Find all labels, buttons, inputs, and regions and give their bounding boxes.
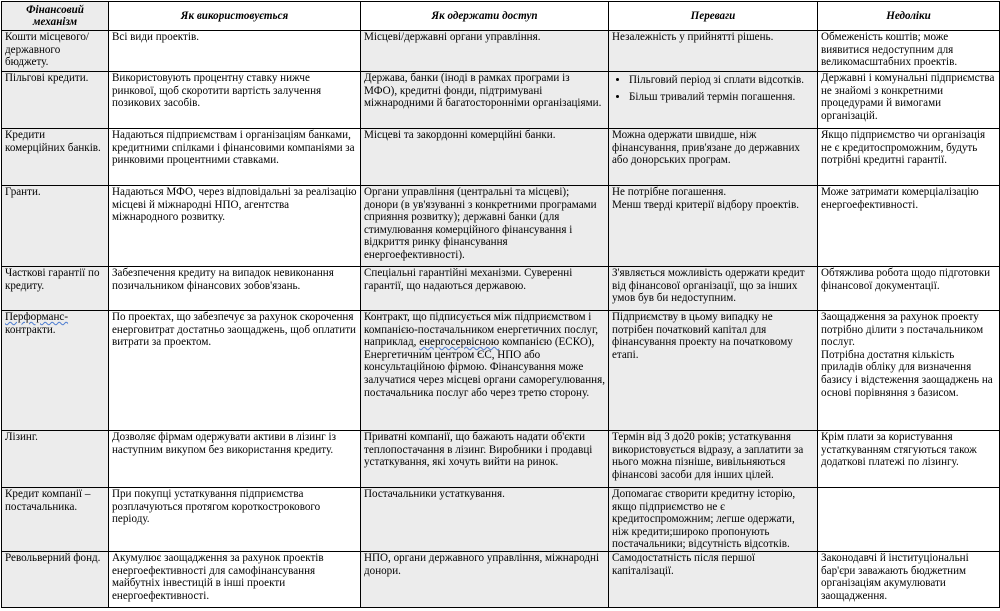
cell-disadvantages: Державні і комунальні підприємства не знайомі з конкретними процедурами й вимогами організацій. [818,72,1000,129]
cell-access: Органи управління (центральні та місцеві); донори (в ув'язуванні з конкретними програмами сприяння розвитку); державні банки (для стимулювання комерційного фінансування і відкриття ринку фінансування енергоефективності). [361,186,609,267]
list-item: • Пільговий період зі сплати відсотків. [629,74,814,87]
cell-mechanism [2,311,109,431]
header-access: Як одержати доступ [361,2,609,31]
advantages-bullet-list [612,74,814,103]
header-mechanism: Фінансовий механізм [2,2,109,31]
cell-mechanism: Кредит компанії – постачальника. [2,488,109,552]
table-row [2,311,1000,431]
cell-advantages [609,72,818,129]
cell-disadvantages [818,311,1000,431]
cell-use: Використовують процентну ставку нижче ринкової, щоб скоротити вартість залучення позикових засобів. [109,72,361,129]
cell-use: Надаються МФО, через відповідальні за реалізацію місцеві й міжнародні НПО, агентства міжнародного розвитку. [109,186,361,267]
cell-advantages: Можна одержати швидше, ніж фінансування, прив'язане до державних або донорських програм. [609,129,818,186]
table-row [2,31,1000,72]
cell-mechanism: Часткові гарантії по кредиту. [2,267,109,311]
cell-access: Приватні компанії, що бажають надати об'єкти теплопостачання в лізинг. Виробники і продавці устаткування, які хочуть вийти на ринок. [361,431,609,488]
cell-disadvantages: Обмеженість коштів; може виявитися недоступним для великомасштабних проектів. [818,31,1000,72]
access-text-underlined: енергосервісною [419,336,500,349]
cell-disadvantages: Може затримати комерціалізацію енергоефективності. [818,186,1000,267]
list-item: • Більш тривалий термін погашення. [629,91,814,104]
cell-advantages: Незалежність у прийнятті рішень. [609,31,818,72]
cell-mechanism: Пільгові кредити. [2,72,109,129]
cell-access: НПО, органи державного управління, міжнародні донори. [361,551,609,607]
cell-mechanism: Гранти. [2,186,109,267]
cell-disadvantages: Якщо підприємство чи організація не є кредитоспроможним, будуть потрібні кредитні гарантії. [818,129,1000,186]
cell-use: При покупці устаткування підприємства розплачуються протягом короткострокового періоду. [109,488,361,552]
cell-use: Забезпечення кредиту на випадок невиконання позичальником фінансових зобов'язань. [109,267,361,311]
disadvantages-line: Потрібна достатня кількість приладів обліку для визначення базису і відстеження заощаджень на основі порівняння з базисом. [821,348,993,399]
cell-advantages: Самодостатність після першої капіталізації. [609,551,818,607]
cell-advantages: Термін від 3 до20 років; устаткування використовується відразу, а заплатити за нього можна пізніше, вивільняються фінансові засоби для інших цілей. [609,431,818,488]
table-row [2,267,1000,311]
table-row [2,431,1000,488]
cell-disadvantages: Крім плати за користування устаткуванням стягуються також додаткові платежі по лізингу. [818,431,1000,488]
cell-advantages: З'являється можливість одержати кредит від фінансової організації, що за інших умов був би недоступним. [609,267,818,311]
cell-disadvantages: Законодавчі й інституціональні бар'єри заважають бюджетним організаціям акумулювати заощадження. [818,551,1000,607]
advantages-line: Менш тверді критерії відбору проектів. [612,198,800,211]
advantages-line: Не потрібне погашення. [612,186,727,198]
cell-access [361,311,609,431]
cell-mechanism: Кошти місцевого/ державного бюджету. [2,31,109,72]
cell-disadvantages [818,488,1000,552]
cell-use: Дозволяє фірмам одержувати активи в лізинг із наступним викупом без використання кредиту. [109,431,361,488]
cell-advantages: Допомагає створити кредитну історію, якщо підприємство не є кредитоспроможним; легше одержати, ніж кредити;широко пропонують постачальники; відсутність відсотків. [609,488,818,552]
header-use: Як використовується [109,2,361,31]
cell-use: Всі види проектів. [109,31,361,72]
table-row [2,129,1000,186]
access-text: компанією (ЕСКО), Енергетичним центром ЄС, НПО або консультаційною фірмою. Фінансування може залучатися через місцеві органи саморегулювання, постачальника послуг або через третю сторону. [364,336,605,399]
access-text: Контракт, що підписується між підприємством і компанією-постачальником енергетичних послуг, наприклад, [364,311,599,349]
header-disadvantages: Недоліки [818,2,1000,31]
table-row [2,488,1000,552]
cell-disadvantages: Обтяжлива робота щодо підготовки фінансової документації. [818,267,1000,311]
table-row [2,72,1000,129]
cell-access: Спеціальні гарантійні механізми. Суверенні гарантії, що надаються державою. [361,267,609,311]
header-advantages: Переваги [609,2,818,31]
cell-advantages: Підприємству в цьому випадку не потрібен початковий капітал для фінансування проекту на початковому етапі. [609,311,818,431]
header-row [2,2,1000,31]
table-row [2,551,1000,607]
mechanism-word-part: контракти. [5,323,56,336]
cell-access: Держава, банки (іноді в рамках програми із МФО), кредитні фонди, підтримувані міжнародними й багатосторонніми організаціями. [361,72,609,129]
table-row [2,186,1000,267]
mechanism-word-part: Перформанс- [5,311,69,323]
cell-use: Акумулює заощадження за рахунок проектів енергоефективності для самофінансування майбутніх інвестицій в інші проекти енергоефективності. [109,551,361,607]
cell-use: По проектах, що забезпечує за рахунок скорочення енерговитрат достатньо заощаджень, щоб оплатити витрати за проектом. [109,311,361,431]
cell-access: Місцеві/державні органи управління. [361,31,609,72]
cell-advantages [609,186,818,267]
cell-access: Місцеві та закордонні комерційні банки. [361,129,609,186]
cell-use: Надаються підприємствам і організаціям банками, кредитними спілками і фінансовими компаніями за ринковими процентними ставками. [109,129,361,186]
cell-access: Постачальники устаткування. [361,488,609,552]
finance-mechanisms-table [1,1,1000,608]
cell-mechanism: Лізинг. [2,431,109,488]
disadvantages-line: Заощадження за рахунок проекту потрібно ділити з постачальником послуг. [821,311,984,349]
cell-mechanism: Револьверний фонд. [2,551,109,607]
cell-mechanism: Кредити комерційних банків. [2,129,109,186]
